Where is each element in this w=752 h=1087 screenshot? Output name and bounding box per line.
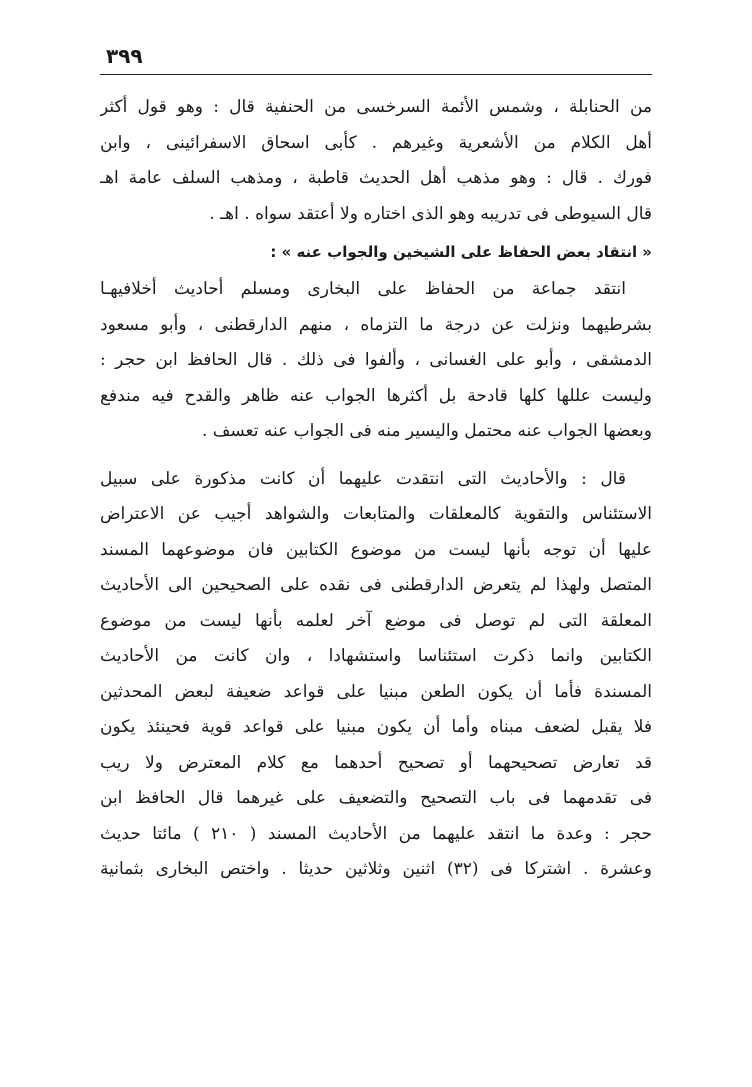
text-line: الكتابين وانما ذكرت استئناسا واستشهادا ، وان كانت من الأحاديث	[100, 646, 652, 666]
text-line: وبعضها الجواب عنه محتمل واليسير منه فى الجواب عنه تعسف .	[201, 421, 652, 441]
text-line: قال : والأحاديث التى انتقدت عليهما أن كانت مذكورة على سبيل	[100, 468, 626, 489]
text-line: قد تعارض تصحيحهما أو تصحيح أحدهما مع كلام المعترض ولا ريب	[100, 752, 652, 773]
paragraph-1	[100, 90, 652, 232]
text-line: عليها أن توجه بأنها ليست من موضوع الكتابين فان موضوعهما المسند	[100, 539, 652, 560]
section-heading: « انتقاد بعض الحفاظ على الشيخين والجواب عنه » :	[270, 243, 652, 261]
text-line: من الحنابلة ، وشمس الأئمة السرخسى من الحنفية قال : وهو قول أكثر	[100, 97, 652, 117]
text-line: الدمشقى ، وأبو على الغسانى ، وألفوا فى ذلك . قال الحافظ ابن حجر :	[100, 350, 652, 370]
text-line: فى تقدمهما فى باب التصحيح والتضعيف على غيرهما قال الحافظ ابن	[100, 788, 652, 808]
text-line: بشرطيهما ونزلت عن درجة ما التزماه ، منهم الدارقطنى ، وأبو مسعود	[100, 314, 652, 335]
text-line: حجر : وعدة ما انتقد عليهما من الأحاديث المسند ( ٢١٠ ) مائتا حديث	[100, 823, 652, 844]
text-line: وعشرة . اشتركا فى (٣٢) اثنين وثلاثين حديثا . واختص البخارى بثمانية	[100, 859, 652, 879]
text-line: انتقد جماعة من الحفاظ على البخارى ومسلم أحاديث أخلافيهـا	[100, 279, 626, 299]
text-line: قال السيوطى فى تدريبه وهو الذى اختاره ولا أعتقد سواه . اهـ .	[209, 203, 652, 224]
text-line: المسندة فأما أن يكون الطعن مبنيا على قواعد ضعيفة لبعض المحدثين	[100, 681, 652, 702]
paragraph-3	[100, 462, 652, 888]
text-line: أهل الكلام من الأشعرية وغيرهم . كأبى اسحاق الاسفرائينى ، وابن	[100, 132, 652, 153]
body-text	[100, 90, 652, 888]
text-line: المتصل ولهذا لم يتعرض الدارقطنى فى نقده على الصحيحين الى الأحاديث	[100, 575, 652, 595]
page-number: ٣٩٩	[106, 44, 143, 68]
text-line: فورك . قال : وهو مذهب أهل الحديث قاطبة ، ومذهب السلف عامة اهـ	[100, 168, 652, 188]
text-line: وليست عللها كلها قادحة بل أكثرها الجواب عنه ظاهر والقدح فيه مندفع	[100, 385, 652, 406]
text-line: فلا يقبل لضعف مبناه وأما أن يكون مبنيا على قواعد قوية فحينئذ يكون	[100, 717, 652, 737]
text-line: الاستئناس والتقوية كالمعلقات والمتابعات والشواهد أجيب عن الاعتراض	[100, 504, 652, 524]
paragraph-2	[100, 272, 652, 450]
header-rule	[100, 74, 652, 75]
paragraph-gap	[100, 450, 652, 462]
text-line: المعلقة التى لم توصل فى موضع آخر لعلمه بأنها ليست من موضوع	[100, 610, 652, 631]
